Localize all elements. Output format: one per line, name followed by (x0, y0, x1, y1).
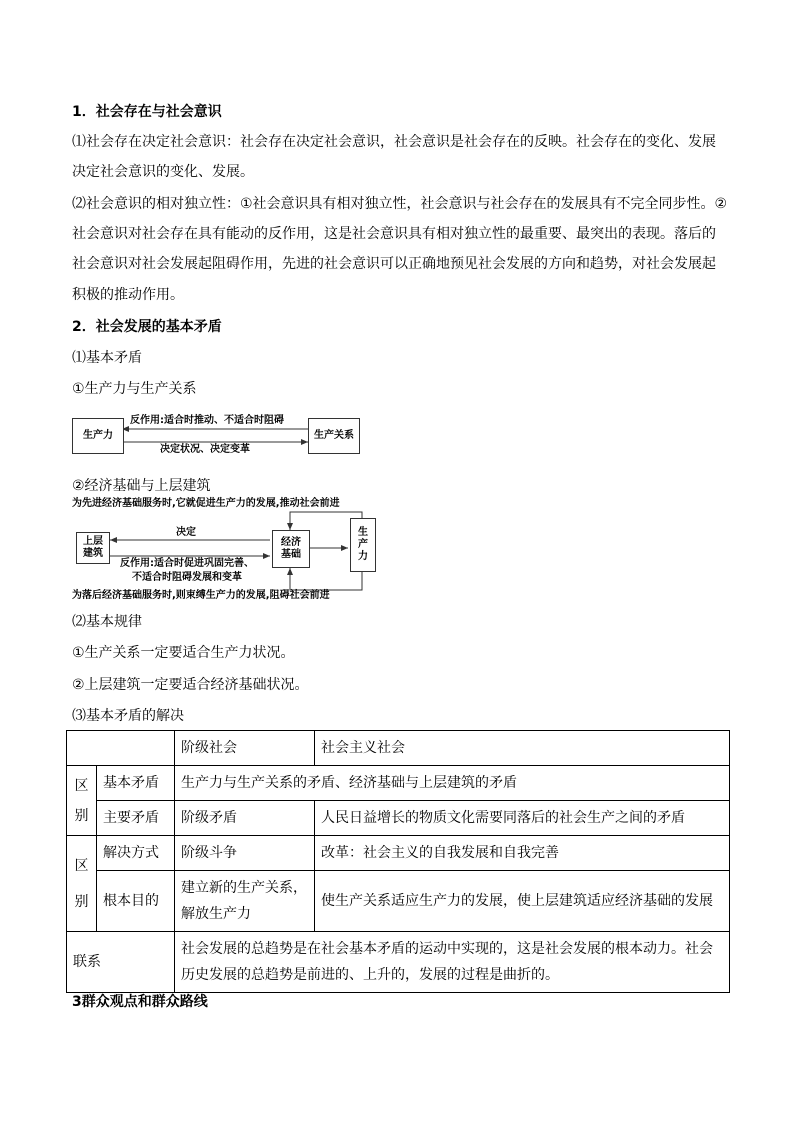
section1-p1-line2: 决定社会意识的变化、发展。 (72, 164, 254, 180)
table-r2-social: 人民日益增长的物质文化需要同落后的社会生产之间的矛盾 (315, 801, 730, 836)
section2-law2: ②上层建筑一定要适合经济基础状况。 (72, 677, 309, 693)
productive-forces-box-2 (350, 518, 376, 572)
productive-forces-l2: 产 (358, 539, 368, 550)
diagram1-decide-label: 决定状况、决定变革 (160, 444, 250, 455)
table-row (67, 932, 730, 993)
table-r3-class: 阶级斗争 (175, 836, 315, 871)
section1-p1-line1: ⑴社会存在决定社会意识：社会存在决定社会意识，社会意识是社会存在的反映。社会存在的变化、发展 (72, 134, 716, 150)
superstructure-l1: 上层 (83, 536, 103, 547)
table-r4-class (175, 871, 315, 932)
economic-base-diagram (72, 498, 382, 604)
diagram2-top-text: 为先进经济基础服务时,它就促进生产力的发展,推动社会前进 (72, 498, 340, 509)
table-link-l2: 历史发展的总趋势是前进的、上升的，发展的过程是曲折的。 (181, 967, 559, 983)
table-link-label: 联系 (67, 932, 175, 993)
table-diff2: 区别 (67, 836, 97, 932)
section2-heading: 2．社会发展的基本矛盾 (72, 319, 222, 335)
section1-p2-line1: ⑵社会意识的相对独立性：①社会意识具有相对独立性，社会意识与社会存在的发展具有不完全同步性。② (72, 196, 728, 212)
section2-sub2: ⑵基本规律 (72, 614, 142, 630)
section2-law1: ①生产关系一定要适合生产力状况。 (72, 645, 295, 661)
superstructure-box (76, 532, 110, 564)
section1-p2-line2: 社会意识对社会存在具有能动的反作用，这是社会意识具有相对独立性的最重要、最突出的表现。落后的 (72, 226, 716, 242)
section2-sub1: ⑴基本矛盾 (72, 350, 142, 366)
table-row (67, 871, 730, 932)
table-row (67, 801, 730, 836)
diagram2-bottom-text: 为落后经济基础服务时,则束缚生产力的发展,阻碍社会前进 (72, 590, 330, 601)
section1-p2-line3: 社会意识对社会发展起阻碍作用，先进的社会意识可以正确地预见社会发展的方向和趋势，对社会发展起 (72, 256, 716, 272)
section1-heading: 1．社会存在与社会意识 (72, 104, 222, 120)
section2-item1: ①生产力与生产关系 (72, 381, 197, 397)
table-link-l1: 社会发展的总趋势是在社会基本矛盾的运动中实现的，这是社会发展的根本动力。社会 (181, 941, 713, 957)
diagram1-reaction-label: 反作用:适合时推动、不适合时阻碍 (130, 415, 284, 426)
table-header-social: 社会主义社会 (315, 731, 730, 766)
section2-sub3: ⑶基本矛盾的解决 (72, 708, 184, 724)
diagram2-react-l2: 不适合时阻碍发展和变革 (132, 572, 242, 583)
table-r3-social: 改革：社会主义的自我发展和自我完善 (315, 836, 730, 871)
table-row (67, 836, 730, 871)
table-header-class: 阶级社会 (175, 731, 315, 766)
diagram2-arrows (72, 498, 382, 604)
economic-base-l1: 经济 (281, 537, 301, 548)
diagram2-decide-label: 决定 (176, 527, 196, 538)
table-r4-label: 根本目的 (97, 871, 175, 932)
productive-forces-l3: 力 (358, 551, 368, 562)
table-r4-social: 使生产关系适应生产力的发展，使上层建筑适应经济基础的发展 (315, 871, 730, 932)
productive-forces-diagram (72, 412, 362, 460)
table-r1-label: 基本矛盾 (97, 766, 175, 801)
table-link-value (175, 932, 730, 993)
contradiction-table (66, 730, 730, 993)
table-r4-class-l2: 解放生产力 (181, 906, 251, 922)
section1-p2-line4: 积极的推动作用。 (72, 287, 184, 303)
table-r3-label: 解决方式 (97, 836, 175, 871)
superstructure-l2: 建筑 (83, 548, 103, 559)
section2-item2: ②经济基础与上层建筑 (72, 478, 211, 494)
table-r2-class: 阶级矛盾 (175, 801, 315, 836)
economic-base-l2: 基础 (281, 549, 301, 560)
table-r4-class-l1: 建立新的生产关系， (181, 880, 307, 896)
table-diff1: 区别 (67, 766, 97, 836)
table-r2-label: 主要矛盾 (97, 801, 175, 836)
table-r1-value: 生产力与生产关系的矛盾、经济基础与上层建筑的矛盾 (175, 766, 730, 801)
diagram2-react-l1: 反作用:适合时促进巩固完善、 (120, 558, 254, 569)
table-corner-cell (67, 731, 175, 766)
economic-base-box (272, 530, 310, 568)
table-header-row (67, 731, 730, 766)
relations-of-production-box: 生产关系 (308, 418, 360, 454)
productive-forces-box: 生产力 (72, 418, 124, 454)
table-row (67, 766, 730, 801)
section3-heading: 3群众观点和群众路线 (72, 994, 208, 1010)
productive-forces-l1: 生 (358, 527, 368, 538)
